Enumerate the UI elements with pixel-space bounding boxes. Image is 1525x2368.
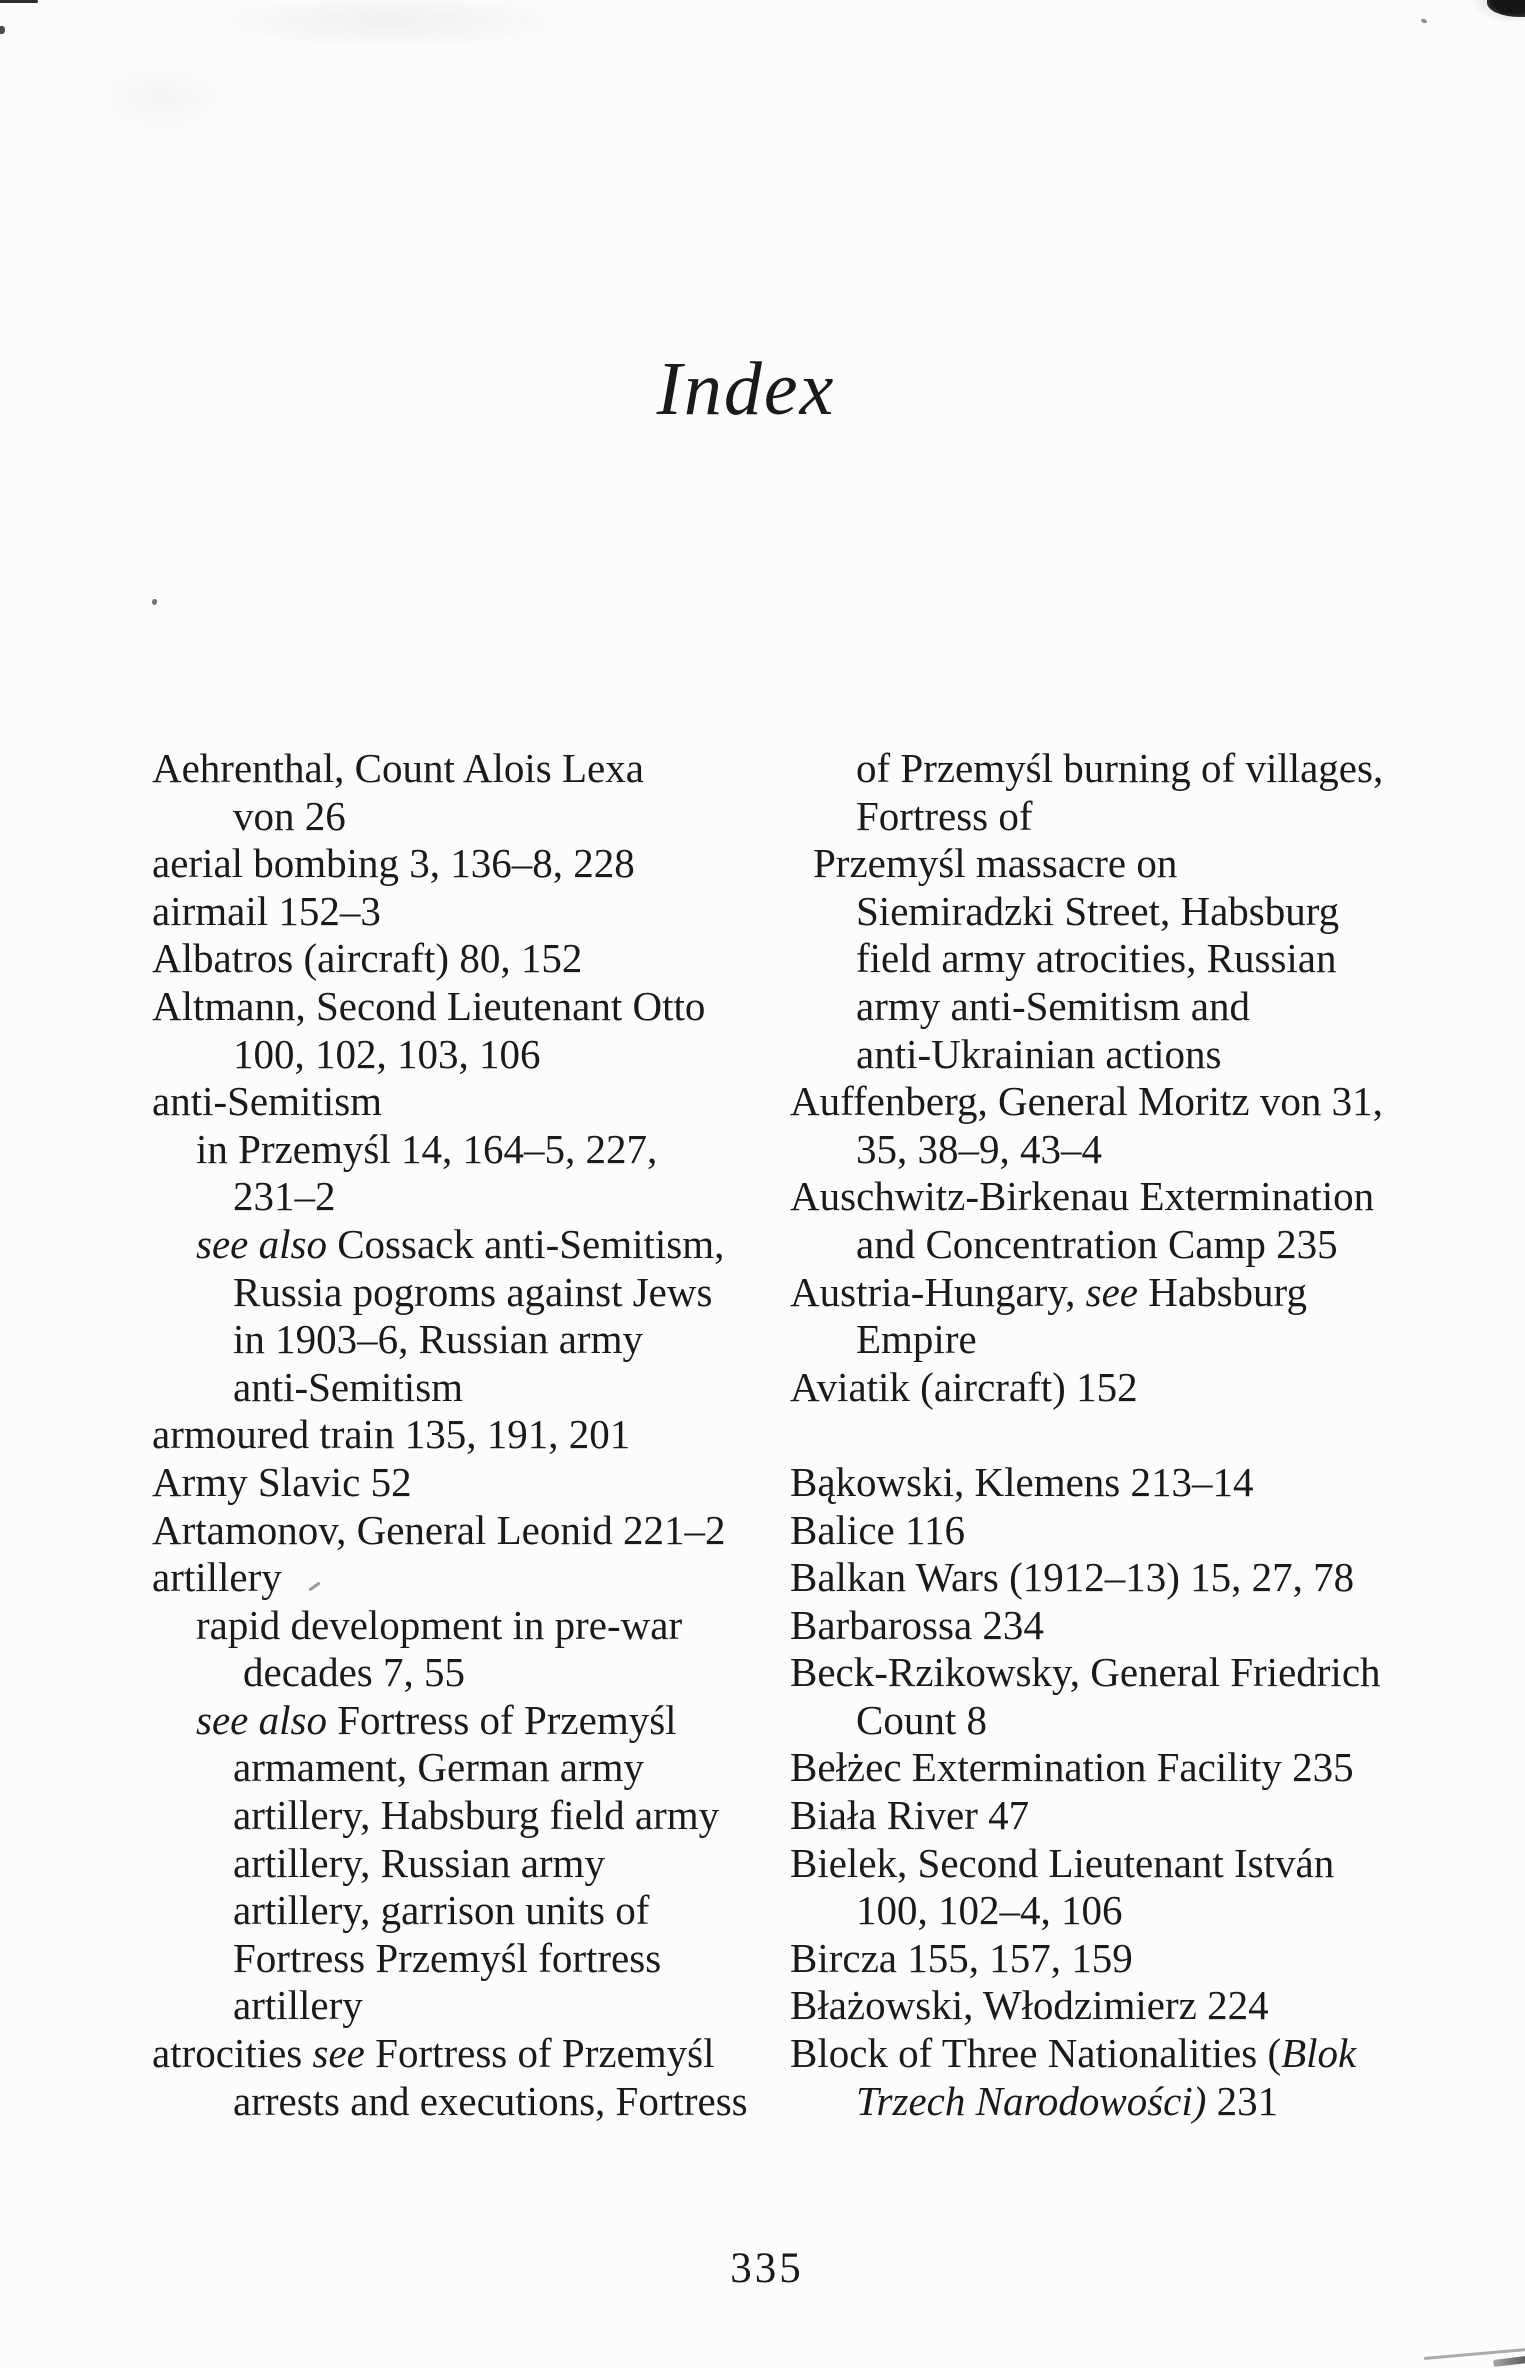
index-line: Artamonov, General Leonid 221–2 [152,1506,726,1553]
index-line: Balkan Wars (1912–13) 15, 27, 78 [790,1554,1355,1601]
index-column-right [790,745,1383,2125]
index-line: anti-Semitism [233,1363,464,1410]
index-line: airmail 152–3 [152,887,381,934]
index-line: 100, 102, 103, 106 [233,1030,541,1077]
index-line: Bełżec Extermination Facility 235 [790,1744,1354,1791]
index-line: atrocities see Fortress of Przemyśl [152,2030,715,2077]
index-line: 100, 102–4, 106 [856,1887,1123,1934]
index-line: artillery [152,1554,282,1601]
index-line: Błażowski, Włodzimierz 224 [790,1982,1269,2029]
index-line: of Przemyśl burning of villages, [856,745,1384,791]
index-line: Russia pogroms against Jews [233,1268,713,1315]
index-line: anti-Semitism [152,1078,383,1125]
index-line: Bielek, Second Lieutenant István [790,1839,1335,1886]
index-line: Fortress Przemyśl fortress [233,1934,662,1981]
index-line: Siemiradzki Street, Habsburg [856,887,1340,934]
scan-shadow-bottom-corner [1493,2356,1525,2367]
index-line: see also Cossack anti-Semitism, [196,1220,725,1267]
page-number: 335 [730,2245,804,2292]
index-line: Army Slavic 52 [152,1458,412,1505]
index-line: Auschwitz-Birkenau Extermination [790,1173,1375,1220]
index-line: artillery, garrison units of [233,1887,650,1934]
scan-smudge-top [200,0,580,52]
index-line: rapid development in pre-war [196,1601,683,1648]
index-line: Barbarossa 234 [790,1601,1044,1648]
index-line: in 1903–6, Russian army [233,1316,643,1363]
index-line: artillery, Habsburg field army [233,1792,720,1839]
index-blank-line [790,1411,1383,1459]
index-line: army anti-Semitism and [856,982,1250,1029]
index-line: armoured train 135, 191, 201 [152,1411,631,1458]
index-line: artillery [233,1982,363,2029]
scan-artifact-top-edge [0,0,38,3]
index-line: Trzech Narodowości) 231 [856,2077,1279,2124]
index-line: Aehrenthal, Count Alois Lexa [152,745,644,791]
index-line: Bircza 155, 157, 159 [790,1934,1133,1981]
index-line: artillery, Russian army [233,1839,605,1886]
index-line: aerial bombing 3, 136–8, 228 [152,840,635,887]
page-title: Index [656,347,836,431]
index-line: Count 8 [856,1696,987,1743]
scan-speck-margin [152,599,157,605]
index-line: von 26 [233,792,346,839]
index-line: Bąkowski, Klemens 213–14 [790,1458,1254,1505]
index-line: Fortress of [856,792,1033,839]
index-line: Balice 116 [790,1506,965,1553]
index-line: arrests and executions, Fortress [233,2077,748,2124]
index-line: Przemyśl massacre on [813,840,1178,887]
index-line: see also Fortress of Przemyśl [196,1696,677,1743]
index-line: 35, 38–9, 43–4 [856,1125,1102,1172]
scan-speck-top-right [1420,18,1427,24]
index-line: Auffenberg, General Moritz von 31, [790,1078,1383,1125]
scan-smudge-left [86,58,236,138]
index-column-left [152,745,748,2125]
index-line: 231–2 [233,1173,336,1220]
index-line: Beck-Rzikowsky, General Friedrich [790,1649,1381,1696]
index-line: Austria-Hungary, see Habsburg [790,1268,1307,1315]
index-line: Aviatik (aircraft) 152 [790,1363,1138,1410]
index-line: and Concentration Camp 235 [856,1220,1338,1267]
scan-artifact-left-edge [0,26,5,34]
index-line: armament, German army [233,1744,644,1791]
index-line: anti-Ukrainian actions [856,1030,1222,1077]
index-line: field army atrocities, Russian [856,935,1337,982]
index-line: Empire [856,1316,977,1363]
index-line: Biała River 47 [790,1792,1030,1839]
index-line: decades 7, 55 [243,1649,465,1696]
index-line: Altmann, Second Lieutenant Otto [152,982,706,1029]
index-line: in Przemyśl 14, 164–5, 227, [196,1125,658,1172]
index-line: Albatros (aircraft) 80, 152 [152,935,583,982]
index-line: Block of Three Nationalities (Blok [790,2030,1357,2077]
